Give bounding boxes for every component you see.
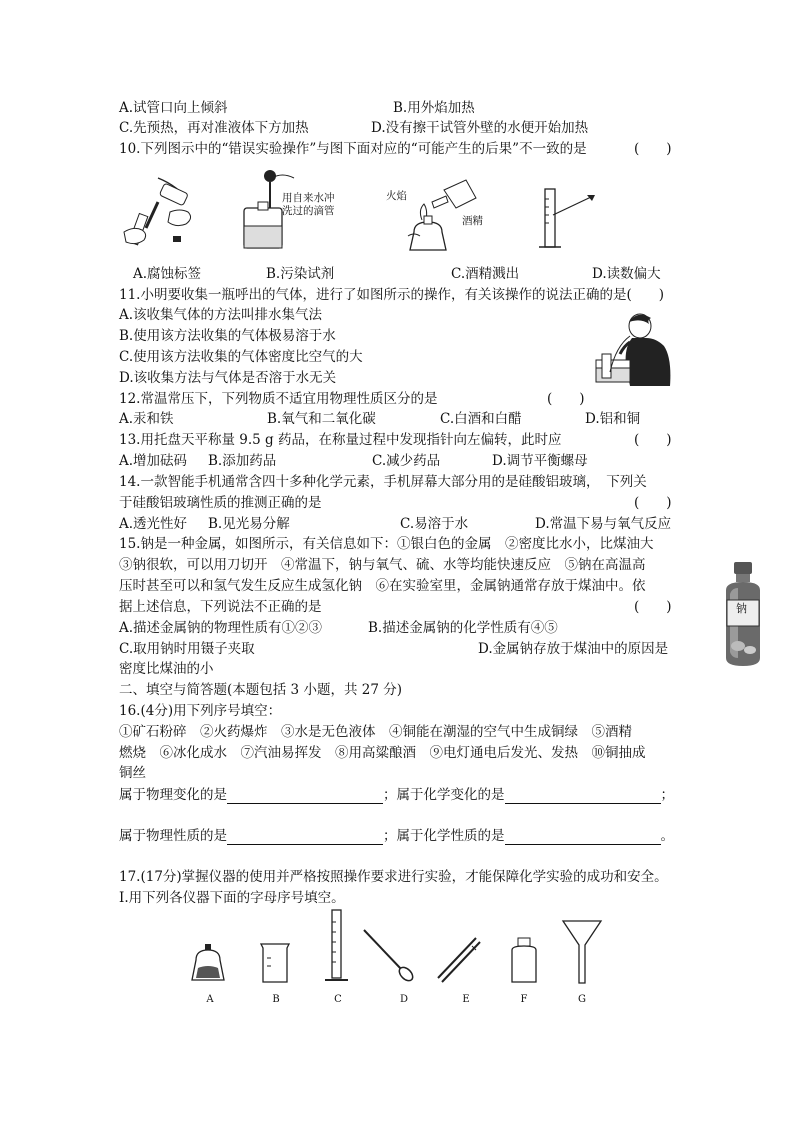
- q17-sub1: Ⅰ.用下列各仪器下面的字母序号填空。: [119, 890, 345, 906]
- q12-option-a: A.汞和铁: [119, 411, 174, 427]
- q12-option-b: B.氧气和二氧化碳: [267, 411, 376, 427]
- q10-fig-d-cylinder: [535, 185, 605, 255]
- q16-chemical-property-blank[interactable]: [505, 830, 661, 845]
- q14-option-a: A.透光性好: [119, 516, 188, 532]
- q16-physical-change-row: [119, 786, 674, 804]
- q16-physical-property-blank[interactable]: [227, 830, 383, 845]
- q17-letter-b: B: [272, 994, 280, 1005]
- q16-items-line2: 燃烧 ⑥冰化成水 ⑦汽油易挥发 ⑧用高粱酿酒 ⑨电灯通电后发光、发热 ⑩铜抽成: [119, 745, 646, 761]
- q10-option-d: D.读数偏大: [592, 266, 661, 282]
- q11-option-d: D.该收集方法与气体是否溶于水无关: [119, 370, 337, 386]
- q16-chemical-change-blank[interactable]: [505, 789, 661, 804]
- q11-option-c: C.使用该方法收集的气体密度比空气的大: [119, 349, 363, 365]
- q10-fig-b-label-2: 洗过的滴管: [282, 205, 335, 217]
- q17-instrument-a-alcohol-lamp: [190, 940, 230, 985]
- q12-stem: 12.常温常压下，下列物质不适宜用物理性质区分的是: [119, 391, 438, 407]
- q14-option-d: D.常温下易与氧气反应: [535, 516, 672, 532]
- q10-stem: 10.下列图示中的“错误实验操作”与图下面对应的“可能产生的后果”不一致的是: [119, 141, 587, 157]
- q16-physical-change-label: 属于物理变化的是: [119, 787, 227, 803]
- q15-option-d-continued: 密度比煤油的小: [119, 661, 214, 677]
- q13-option-d: D.调节平衡螺母: [492, 453, 588, 469]
- q12-option-d: D.铝和铜: [585, 411, 641, 427]
- q9-option-d: D.没有擦干试管外壁的水便开始加热: [371, 120, 589, 136]
- q14-option-c: C.易溶于水: [400, 516, 469, 532]
- q10-fig-c-label-alcohol: 酒精: [462, 215, 483, 227]
- q13-stem: 13.用托盘天平称量 9.5 g 药品，在称量过程中发现指针向左偏转，此时应: [119, 432, 562, 448]
- q17-letter-e: E: [462, 994, 470, 1005]
- q16-row1-end: ；: [660, 787, 674, 803]
- q10-option-a: A.腐蚀标签: [133, 266, 202, 282]
- q17-instrument-b-beaker: [256, 940, 296, 985]
- q16-physical-property-label: 属于物理性质的是: [119, 828, 227, 844]
- q10-fig-a-pouring: [118, 170, 198, 255]
- q15-option-c: C.取用钠时用镊子夹取: [119, 641, 255, 657]
- q15-stem-line3: 压时甚至可以和氢气发生反应生成氢化钠 ⑥在实验室里，金属钠通常存放于煤油中。依: [119, 578, 646, 594]
- q14-answer-paren: ( ): [634, 495, 672, 511]
- q17-instrument-f-reagent-bottle: [506, 936, 542, 986]
- q16-physical-change-blank[interactable]: [227, 789, 383, 804]
- q9-option-b: B.用外焰加热: [393, 100, 475, 116]
- q17-instrument-d-spoon: [360, 926, 420, 986]
- q15-stem-line4: 据上述信息，下列说法不正确的是: [119, 599, 322, 615]
- q10-fig-c-label-fire: 火焰: [386, 190, 407, 202]
- q11-stem: 11.小明要收集一瓶呼出的气体，进行了如图所示的操作，有关该操作的说法正确的是( ): [119, 287, 665, 303]
- q16-items-line3: 铜丝: [119, 765, 146, 781]
- q17-letter-g: G: [578, 994, 586, 1005]
- q15-option-a: A.描述金属钠的物理性质有①②③: [119, 620, 323, 636]
- q17-stem: 17.(17分)掌握仪器的使用并严格按照操作要求进行实验，才能保障化学实验的成功和安全。: [119, 869, 668, 885]
- q16-chemical-change-label: ；属于化学变化的是: [383, 787, 505, 803]
- q17-instrument-g-funnel: [560, 918, 604, 986]
- q16-row2-end: 。: [660, 828, 674, 844]
- q13-answer-paren: ( ): [634, 432, 672, 448]
- q16-chemical-property-label: ；属于化学性质的是: [383, 828, 505, 844]
- q9-option-a: A.试管口向上倾斜: [119, 100, 228, 116]
- q11-fig-breath-collection: [592, 312, 682, 390]
- q17-letter-c: C: [334, 994, 342, 1005]
- q13-option-a: A.增加砝码: [119, 453, 188, 469]
- q15-bottle-label: 钠: [736, 602, 747, 615]
- q12-option-c: C.白酒和白醋: [440, 411, 522, 427]
- q13-option-b: B.添加药品: [208, 453, 277, 469]
- q17-instrument-e-tongs: [432, 934, 482, 986]
- q14-stem-line2: 于硅酸铝玻璃性质的推测正确的是: [119, 495, 322, 511]
- q17-instrument-c-graduated-cylinder: [322, 908, 352, 986]
- q11-option-b: B.使用该方法收集的气体极易溶于水: [119, 328, 336, 344]
- q9-option-c: C.先预热，再对准液体下方加热: [119, 120, 309, 136]
- q12-answer-paren: ( ): [547, 391, 585, 407]
- q14-stem-line1: 14.一款智能手机通常含四十多种化学元素，手机屏幕大部分用的是硅酸铝玻璃， 下列关: [119, 474, 647, 490]
- q15-stem-line2: ③钠很软，可以用刀切开 ④常温下，钠与氧气、硫、水等均能快速反应 ⑤钠在高温高: [119, 557, 646, 573]
- q10-answer-paren: ( ): [634, 141, 672, 157]
- q13-option-c: C.减少药品: [372, 453, 441, 469]
- q15-option-d: D.金属钠存放于煤油中的原因是: [478, 641, 669, 657]
- q15-stem-line1: 15.钠是一种金属，如图所示，有关信息如下：①银白色的金属 ②密度比水小，比煤油大: [119, 536, 654, 552]
- q17-letter-f: F: [520, 994, 528, 1005]
- q10-option-c: C.酒精溅出: [451, 266, 520, 282]
- q17-letter-a: A: [206, 994, 214, 1005]
- q11-option-a: A.该收集气体的方法叫排水集气法: [119, 307, 323, 323]
- section-2-title: 二、填空与简答题(本题包括 3 小题，共 27 分): [119, 682, 402, 698]
- q14-option-b: B.见光易分解: [208, 516, 290, 532]
- q15-option-b: B.描述金属钠的化学性质有④⑤: [368, 620, 558, 636]
- q10-option-b: B.污染试剂: [266, 266, 335, 282]
- q16-items-line1: ①矿石粉碎 ②火药爆炸 ③水是无色液体 ④铜能在潮湿的空气中生成铜绿 ⑤酒精: [119, 724, 632, 740]
- q16-physical-property-row: [119, 827, 674, 845]
- q15-answer-paren: ( ): [634, 599, 672, 615]
- q10-fig-b-label-1: 用自来水冲: [282, 192, 335, 204]
- q16-stem: 16.(4分)用下列序号填空：: [119, 703, 282, 719]
- q17-letter-d: D: [399, 994, 409, 1005]
